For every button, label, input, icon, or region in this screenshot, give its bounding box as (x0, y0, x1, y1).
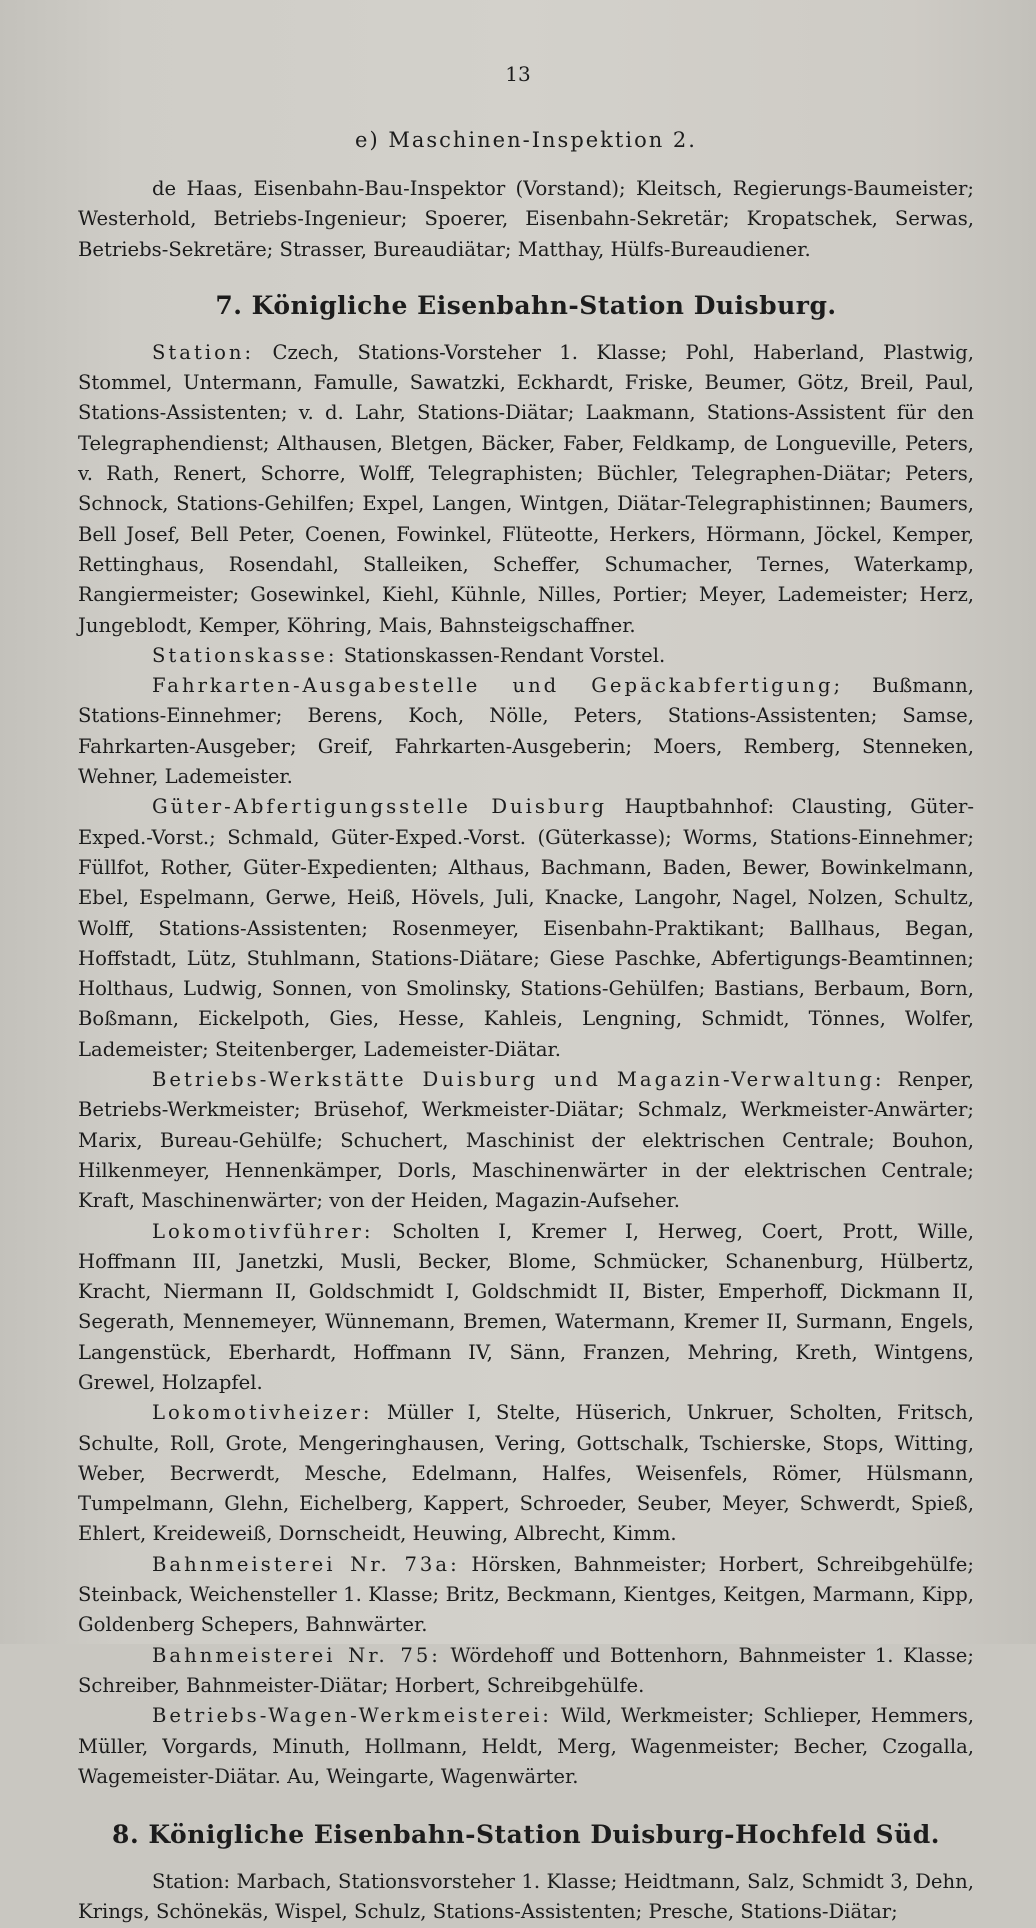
paragraph-station-hochfeld: Station: Marbach, Stationsvorsteher 1. Klasse; Heidtmann, Salz, Schmidt 3, Dehn, Krings, Schönekäs, Wispel, Schulz, Stations-Assistenten; Presche, Stations-Diätar; (78, 1870, 974, 1924)
section-label: Betriebs-Werkstätte Duisburg und Magazin-Verwaltung: (152, 1068, 885, 1092)
section-bahnmeisterei-75 (78, 1641, 974, 1702)
section-text: Bußmann, Stations-Einnehmer; Berens, Koch, Nölle, Peters, Stations-Assistenten; Samse, Fahrkarten-Ausgeber; Greif, Fahrkarten-Ausgeberin; Moers, Remberg, Stenneken, Wehner, Lademeister. (78, 674, 974, 789)
section-text: Renper, Betriebs-Werkmeister; Brüsehof, Werkmeister-Diätar; Schmalz, Werkmeister-Anwärter; Marix, Bureau-Gehülfe; Schuchert, Maschinist der elektrischen Centrale; Bouhon, Hilkenmeyer, Hennenkämper, Dorls, Maschinenwärter in der elektrischen Centrale; Kraft, Maschinenwärter; von der Heiden, Magazin-Aufseher. (78, 1068, 975, 1213)
heading-station-duisburg-hochfeld-sued: 8. Königliche Eisenbahn-Station Duisburg-Hochfeld Süd. (112, 1820, 940, 1850)
section-gueter-abfertigung (78, 792, 974, 1065)
section-label: Güter-Abfertigungsstelle Duisburg (152, 795, 608, 819)
section-text: Wild, Werkmeister; Schlieper, Hemmers, Müller, Vorgards, Minuth, Hollmann, Heldt, Merg, Wagenmeister; Becher, Czogalla, Wagemeister-Diätar. Au, Weingarte, Wagenwärter. (78, 1704, 974, 1788)
section-text: Hauptbahnhof: Clausting, Güter-Exped.-Vorst.; Schmald, Güter-Exped.-Vorst. (Güterkasse); Worms, Stations-Einnehmer; Füllfot, Rother, Güter-Expedienten; Althaus, Bachmann, Baden, Bewer, Bowinkelmann, Ebel, Espelmann, Gerwe, Heiß, Hövels, Juli, Knacke, Langohr, Nagel, Nolzen, Schultz, Wolff, Stations-Assistenten; Rosenmeyer, Eisenbahn-Praktikant; Ballhaus, Began, Hoffstadt, Lütz, Stuhlmann, Stations-Diätare; Giese Paschke, Abfertigungs-Beamtinnen; Holthaus, Ludwig, Sonnen, von Smolinsky, Stations-Gehülfen; Bastians, Berbaum, Born, Boßmann, Eickelpoth, Gies, Hesse, Kahleis, Lengning, Schmidt, Tönnes, Wolfer, Lademeister; Steitenberger, Lademeister-Diätar. (78, 795, 974, 1061)
section-label: Betriebs-Wagen-Werkmeisterei: (152, 1704, 552, 1728)
subheading-maschinen-inspektion: e) Maschinen-Inspektion 2. (355, 128, 697, 152)
section-text: Stationskassen-Rendant Vorstel. (343, 643, 666, 667)
section-lokomotivheizer (78, 1398, 974, 1549)
section-text: Czech, Stations-Vorsteher 1. Klasse; Pohl, Haberland, Plastwig, Stommel, Untermann, Famulle, Sawatzki, Eckhardt, Friske, Beumer, Götz, Breil, Paul, Stations-Assistenten; v. d. Lahr, Stations-Diätar; Laakmann, Stations-Assistent für den Telegraphendienst; Althausen, Bletgen, Bäcker, Faber, Feldkamp, de Longueville, Peters, v. Rath, Renert, Schorre, Wolff, Telegraphisten; Büchler, Telegraphen-Diätar; Peters, Schnock, Stations-Gehilfen; Expel, Langen, Wintgen, Diätar-Telegraphistinnen; Baumers, Bell Josef, Bell Peter, Coenen, Fowinkel, Flüteotte, Herkers, Hörmann, Jöckel, Kemper, Rettinghaus, Rosendahl, Stalleiken, Scheffer, Schumacher, Ternes, Waterkamp, Rangiermeister; Gosewinkel, Kiehl, Kühnle, Nilles, Portier; Meyer, Lademeister; Herz, Jungeblodt, Kemper, Köhring, Mais, Bahnsteigschaffner. (78, 340, 975, 637)
section-label: Station: (152, 340, 255, 364)
section-label: Fahrkarten-Ausgabestelle und Gepäckabfertigung; (152, 674, 844, 698)
section-text: Hörsken, Bahnmeister; Horbert, Schreibgehülfe; Steinback, Weichensteller 1. Klasse; Britz, Beckmann, Kientges, Keitgen, Marmann, Kipp, Goldenberg Schepers, Bahnwärter. (78, 1552, 974, 1637)
section-fahrkarten (78, 671, 974, 792)
section-label: Bahnmeisterei Nr. 75: (152, 1643, 441, 1667)
section-text: Müller I, Stelte, Hüserich, Unkruer, Scholten, Fritsch, Schulte, Roll, Grote, Mengeringhausen, Vering, Gottschalk, Tschierske, Stops, Witting, Weber, Becrwerdt, Mesche, Edelmann, Halfes, Weisenfels, Römer, Hülsmann, Tumpelmann, Glehn, Eichelberg, Kappert, Schroeder, Seuber, Meyer, Schwerdt, Spieß, Ehlert, Kreideweiß, Dornscheidt, Heuwing, Albrecht, Kimm. (78, 1401, 974, 1546)
section-text: Wördehoff und Bottenhorn, Bahnmeister 1. Klasse; Schreiber, Bahnmeister-Diätar; Horbert, Schreibgehülfe. (78, 1643, 974, 1697)
section-label: Lokomotivführer: (152, 1219, 374, 1243)
section-betriebs-werkstaette (78, 1065, 974, 1216)
section-label: Lokomotivheizer: (152, 1401, 373, 1425)
section-stationskasse (78, 641, 974, 671)
section-bahnmeisterei-73a (78, 1550, 974, 1641)
paragraph-maschinen-inspektion: de Haas, Eisenbahn-Bau-Inspektor (Vorstand); Kleitsch, Regierungs-Baumeister; Westerhold, Betriebs-Ingenieur; Spoerer, Eisenbahn-Sekretär; Kropatschek, Serwas, Betriebs-Sekretäre; Strasser, Bureaudiätar; Matthay, Hülfs-Bureaudiener. (78, 177, 974, 261)
section-text: Scholten I, Kremer I, Herweg, Coert, Prott, Wille, Hoffmann III, Janetzki, Musli, Becker, Blome, Schmücker, Schanenburg, Hülbertz, Kracht, Niermann II, Goldschmidt I, Goldschmidt II, Bister, Emperhoff, Dickmann II, Segerath, Mennemeyer, Wünnemann, Bremen, Watermann, Kremer II, Surmann, Engels, Langenstück, Eberhardt, Hoffmann IV, Sänn, Franzen, Mehring, Kreth, Wintgens, Grewel, Holzapfel. (78, 1219, 974, 1394)
section-station (78, 338, 974, 641)
section-label: Bahnmeisterei Nr. 73a: (152, 1552, 460, 1576)
section-wagen-werkmeisterei (78, 1701, 974, 1792)
page-content (78, 128, 974, 1928)
heading-station-duisburg: 7. Königliche Eisenbahn-Station Duisburg. (215, 290, 837, 320)
section-lokomotivfuehrer (78, 1217, 974, 1399)
section-label: Stationskasse: (152, 643, 338, 667)
page-number: 13 (505, 62, 531, 86)
